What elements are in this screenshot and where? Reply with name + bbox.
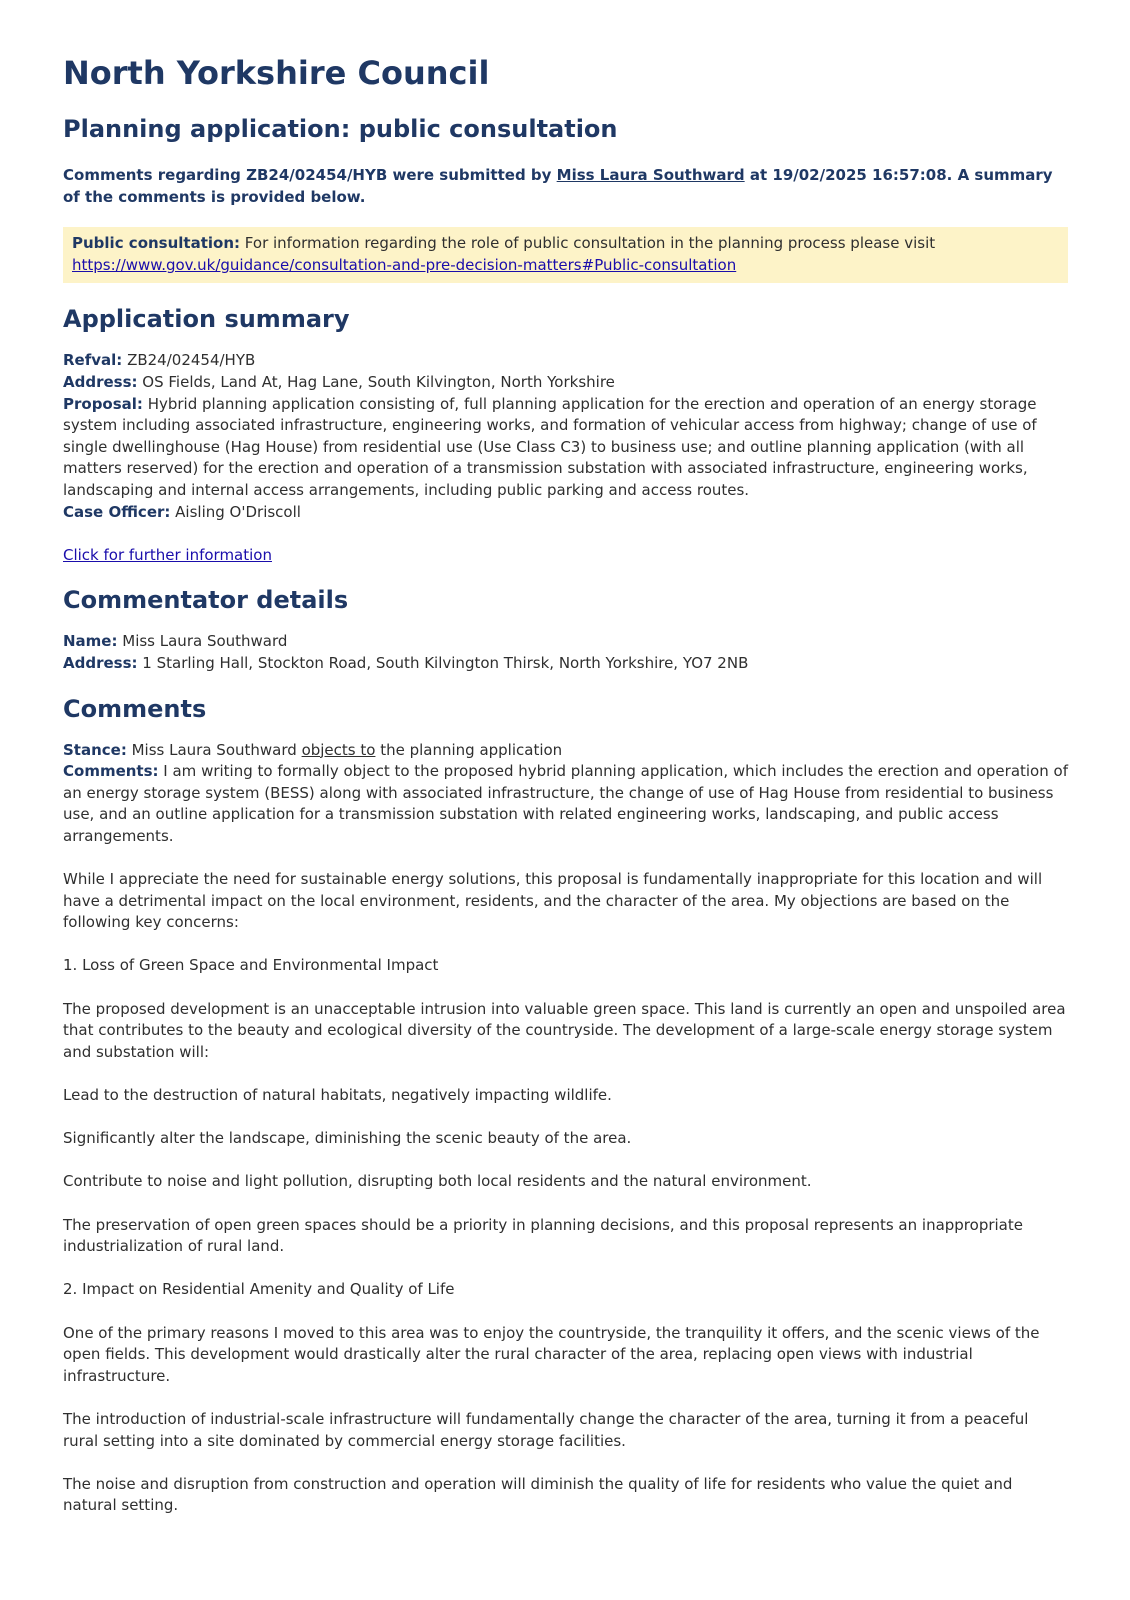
comments-heading: Comments — [63, 694, 207, 723]
commentator-address-row: Address: 1 Starling Hall, Stockton Road, South Kilvington Thirsk, North Yorkshire, YO7 2NB — [63, 653, 749, 672]
notice-text: For information regarding the role of public consultation in the planning process please visit — [240, 234, 936, 253]
stance-row: Stance: Miss Laura Southward objects to the planning application — [63, 740, 563, 759]
refval-row: Refval: ZB24/02454/HYB — [63, 351, 256, 370]
further-information-link[interactable]: Click for further information — [63, 545, 272, 564]
comments-body — [63, 740, 1068, 1517]
comments-first-paragraph: Comments: I am writing to formally object to the proposed hybrid planning application, which includes the erection and operation of an energy storage system (BESS) along with associated infrastructure, the change of use of Hag House from residential to business use, and an outline application for a transmission substation with related engineering works, landscaping, and public access arrangements. — [63, 762, 1068, 845]
comment-paragraph: Lead to the destruction of natural habitats, negatively impacting wildlife. — [63, 1086, 612, 1104]
commentator-details — [63, 631, 1068, 674]
consultation-guidance-link[interactable]: https://www.gov.uk/guidance/consultation-and-pre-decision-matters#Public-consultation — [72, 255, 737, 274]
comment-paragraph: Significantly alter the landscape, diminishing the scenic beauty of the area. — [63, 1129, 632, 1148]
org-title: North Yorkshire Council — [63, 54, 490, 92]
address-row: Address: OS Fields, Land At, Hag Lane, South Kilvington, North Yorkshire — [63, 372, 615, 391]
comment-paragraph: Contribute to noise and light pollution, disrupting both local residents and the natural environment. — [63, 1172, 812, 1191]
consultation-notice — [63, 227, 1068, 283]
commenter-link[interactable]: Miss Laura Southward — [556, 166, 745, 184]
comment-paragraph: While I appreciate the need for sustainable energy solutions, this proposal is fundamentally inappropriate for this location and will have a detrimental impact on the local environment, residents, and the character of the area. My objections are based on the following key concerns: — [63, 870, 1043, 932]
intro-text: Comments regarding ZB24/02454/HYB were submitted by Miss Laura Southward at 19/02/2025 16:57:08. A summary of the comments is provided below. — [63, 166, 1053, 206]
application-summary-heading: Application summary — [63, 305, 350, 334]
comment-section-heading: 1. Loss of Green Space and Environmental Impact — [63, 956, 439, 975]
comment-paragraph: The introduction of industrial-scale infrastructure will fundamentally change the character of the area, turning it from a peaceful rural setting into a site dominated by commercial energy storage facilities. — [63, 1409, 1029, 1450]
application-summary — [63, 350, 1068, 566]
stance-link[interactable]: objects to — [301, 740, 376, 759]
comment-paragraph: The proposed development is an unacceptable intrusion into valuable green space. This land is currently an open and unspoiled area that contributes to the beauty and ecological diversity of the countryside. The development of a large-scale energy storage system and substation will: — [63, 999, 1066, 1061]
commentator-heading: Commentator details — [63, 586, 349, 615]
commentator-name-row: Name: Miss Laura Southward — [63, 632, 288, 651]
comment-paragraph: One of the primary reasons I moved to this area was to enjoy the countryside, the tranquility it offers, and the scenic views of the open fields. This development would drastically alter the rural character of the area, replacing open views with industrial infrastructure. — [63, 1323, 1040, 1385]
page-subtitle: Planning application: public consultation — [63, 115, 618, 143]
comment-section-heading: 2. Impact on Residential Amenity and Quality of Life — [63, 1280, 455, 1299]
comment-paragraph: The preservation of open green spaces should be a priority in planning decisions, and this proposal represents an inappropriate industrialization of rural land. — [63, 1215, 1023, 1256]
notice-label: Public consultation: — [72, 234, 241, 253]
case-officer-row: Case Officer: Aisling O'Driscoll — [63, 502, 301, 521]
comment-paragraph: The noise and disruption from construction and operation will diminish the quality of life for residents who value the quiet and natural setting. — [63, 1474, 1013, 1515]
document-page — [63, 48, 1068, 1517]
proposal-row: Proposal: Hybrid planning application consisting of, full planning application for the erection and operation of an energy storage system including associated infrastructure, engineering works, and formation of vehicular access from highway; change of use of single dwellinghouse (Hag House) from residential use (Use Class C3) to business use; and outline planning application (with all matters reserved) for the erection and operation of a transmission substation with associated infrastructure, engineering works, landscaping and internal access arrangements, including public parking and access routes. — [63, 394, 1037, 499]
